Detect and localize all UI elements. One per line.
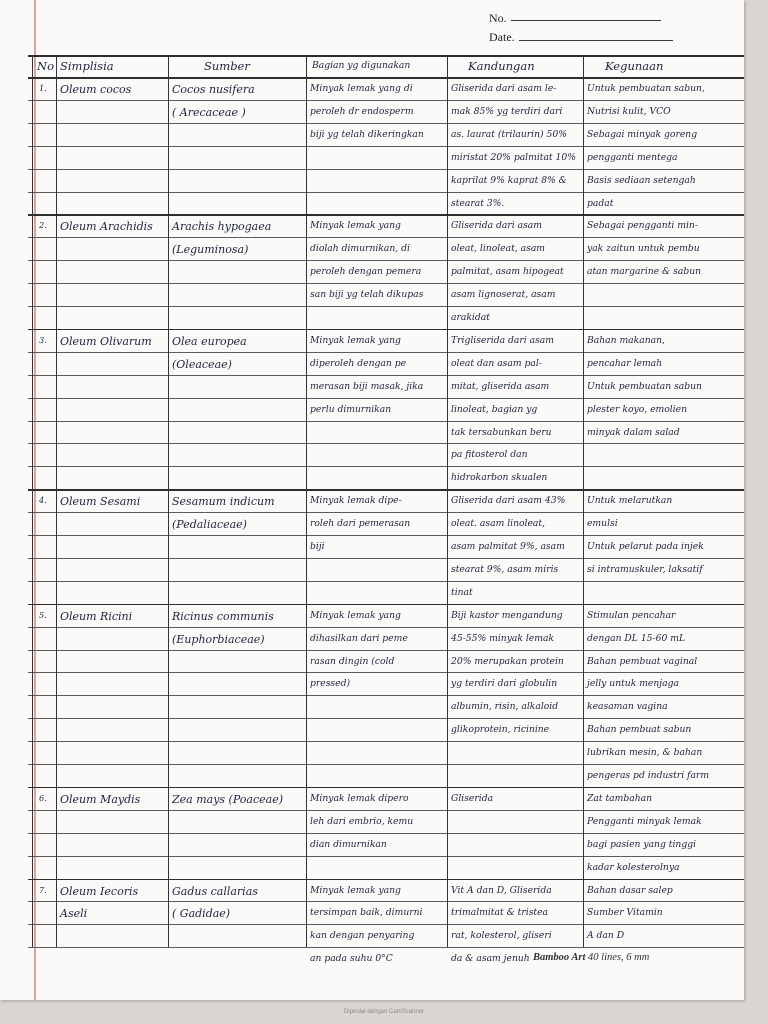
row-divider [28, 329, 744, 331]
kegunaan-text: minyak dalam salad [587, 426, 680, 438]
kandungan-text: mitat, gliserida asam [451, 380, 550, 392]
row-divider [28, 77, 744, 79]
column-divider [168, 55, 169, 947]
kegunaan-text: Pengganti minyak lemak [587, 815, 702, 827]
bagian-text: biji yg telah dikeringkan [310, 128, 424, 140]
kandungan-text: asam palmitat 9%, asam [451, 541, 565, 552]
ruled-line [28, 947, 744, 948]
kegunaan-text: Zat tambahan [587, 792, 653, 804]
kegunaan-text: Untuk pembuatan sabun [587, 380, 702, 392]
row-number: 5. [39, 609, 47, 620]
kandungan-text: oleat. asam linoleat, [451, 518, 546, 530]
column-divider [447, 55, 448, 947]
bagian-text: kan dengan penyaring [310, 930, 415, 942]
ruled-line [28, 466, 744, 467]
kandungan-text: oleat, linoleat, asam [451, 243, 546, 255]
row-number: 7. [39, 884, 47, 895]
ruled-line [28, 421, 744, 422]
column-header: Sumber [204, 59, 250, 73]
kegunaan-text: lubrikan mesin, & bahan [587, 747, 703, 759]
ruled-line [28, 306, 744, 307]
bagian-text: Minyak lemak yang [310, 220, 401, 232]
kandungan-text: linoleat, bagian yg [451, 403, 538, 415]
kegunaan-text: plester koyo, emolien [587, 403, 687, 415]
table-top-rule [28, 55, 744, 57]
ruled-line [28, 672, 744, 673]
bagian-text: Minyak lemak yang di [310, 83, 413, 94]
ruled-line [28, 352, 744, 353]
kandungan-text: albumin, risin, alkaloid [451, 701, 559, 713]
bagian-text: Minyak lemak yang [310, 609, 401, 621]
bagian-text: diperoleh dengan pe [310, 357, 407, 369]
kegunaan-text: pengganti mentega [587, 151, 678, 163]
no-label: No. [489, 11, 507, 25]
kegunaan-text: Basis sediaan setengah [587, 174, 696, 186]
scanner-watermark: Dipindai dengan CamScanner [343, 1009, 425, 1015]
kandungan-text: Gliserida dari asam [451, 220, 542, 232]
kandungan-text: 45-55% minyak lemak [451, 632, 554, 644]
kandungan-text: Gliserida dari asam 43% [451, 495, 566, 507]
paper-brand: Bamboo Art 40 lines, 6 mm [533, 952, 650, 963]
bagian-text: diolah dimurnikan, di [310, 243, 410, 255]
kandungan-text: oleat dan asam pal- [451, 357, 542, 369]
row-number: 4. [39, 495, 47, 506]
ruled-line [28, 833, 744, 834]
sumber-text: Cocos nusifera [172, 83, 255, 96]
bagian-text: rasan dingin (cold [310, 655, 395, 667]
row-divider [28, 879, 744, 881]
kandungan-text: palmitat, asam hipogeat [451, 266, 564, 278]
kandungan-text: Gliserida [451, 792, 494, 804]
row-divider [28, 787, 744, 789]
kandungan-text: tak tersabunkan beru [451, 426, 552, 438]
column-header: Kegunaan [605, 59, 664, 73]
kegunaan-text: pencahar lemah [587, 357, 663, 369]
kandungan-text: as. laurat (trilaurin) 50% [451, 128, 567, 140]
bagian-text: peroleh dr endosperm [310, 105, 414, 117]
row-divider [28, 604, 744, 606]
bagian-text: dihasilkan dari peme [310, 632, 408, 644]
kandungan-text: 20% merupakan protein [451, 655, 564, 667]
kegunaan-text: padat [587, 197, 614, 209]
kegunaan-text: Untuk pembuatan sabun, [587, 83, 705, 94]
row-number: 2. [39, 220, 47, 231]
sumber-text: Zea mays (Poaceae) [172, 792, 284, 806]
kegunaan-text: Bahan pembuat sabun [587, 724, 692, 736]
sumber-text: Ricinus communis [172, 609, 274, 623]
ruled-line [28, 375, 744, 376]
ruled-line [28, 398, 744, 399]
bagian-text: perlu dimurnikan [310, 403, 392, 415]
kandungan-text: pa fitosterol dan [451, 449, 528, 461]
kegunaan-text: Untuk melarutkan [587, 495, 673, 507]
column-header: Bagian yg digunakan [312, 60, 411, 71]
simplisia-text: Oleum Sesami [60, 495, 141, 509]
ruled-line [28, 123, 744, 124]
sumber-text: (Oleaceae) [172, 357, 232, 371]
kegunaan-text: Bahan pembuat vaginal [587, 655, 698, 667]
kandungan-text: trimalmitat & tristea [451, 907, 549, 919]
row-number: 1. [39, 83, 47, 93]
kegunaan-text: keasaman vagina [587, 701, 668, 713]
ruled-line [28, 718, 744, 719]
kegunaan-text: emulsi [587, 518, 618, 530]
ruled-line [28, 443, 744, 444]
bagian-text: roleh dari pemerasan [310, 518, 411, 530]
kegunaan-text: Sebagai pengganti min- [587, 220, 698, 232]
kandungan-text: hidrokarbon skualen [451, 472, 548, 484]
ruled-line [28, 146, 744, 147]
date-label: Date. [489, 30, 515, 44]
kegunaan-text: yak zaitun untuk pembu [587, 243, 700, 255]
row-number: 3. [39, 334, 47, 345]
row-divider [28, 214, 744, 216]
kandungan-text: da & asam jenuh [451, 953, 530, 965]
simplisia-text: Oleum Arachidis [60, 220, 153, 234]
ruled-line [28, 535, 744, 536]
kegunaan-text: kadar kolesterolnya [587, 861, 680, 873]
column-divider [56, 55, 57, 947]
ruled-line [28, 260, 744, 261]
kegunaan-text: si intramuskuler, laksatif [587, 563, 703, 575]
ruled-line [28, 283, 744, 284]
sumber-text: (Euphorbiaceae) [172, 632, 265, 646]
row-number: 6. [39, 792, 47, 803]
kegunaan-text: Bahan makanan, [587, 334, 665, 346]
kandungan-text: glikoprotein, ricinine [451, 724, 550, 736]
bagian-text: Minyak lemak dipe- [310, 495, 402, 507]
ruled-line [28, 192, 744, 193]
simplisia-text: Oleum cocos [60, 83, 132, 96]
kegunaan-text: Stimulan pencahar [587, 609, 676, 621]
kandungan-text: asam lignoserat, asam [451, 289, 556, 301]
ruled-line [28, 650, 744, 651]
ruled-line [28, 901, 744, 902]
ruled-line [28, 856, 744, 857]
ruled-line [28, 924, 744, 925]
bagian-text: dian dimurnikan [310, 838, 387, 850]
kandungan-text: rat, kolesterol, gliseri [451, 930, 552, 942]
bagian-text: tersimpan baik, dimurni [310, 907, 423, 919]
bagian-text: peroleh dengan pemera [310, 266, 422, 278]
sumber-text: (Leguminosa) [172, 243, 249, 257]
column-header: No [37, 59, 54, 73]
sumber-text: Sesamum indicum [172, 495, 275, 509]
row-divider [28, 489, 744, 491]
bagian-text: pressed) [310, 678, 351, 690]
date-line [519, 40, 673, 41]
column-header: Simplisia [60, 59, 114, 73]
sumber-text: Arachis hypogaea [172, 220, 272, 234]
column-divider [583, 55, 584, 947]
kandungan-text: Biji kastor mengandung [451, 609, 563, 621]
kandungan-text: Vit A dan D, Gliserida [451, 884, 552, 896]
simplisia-text: Oleum Maydis [60, 792, 141, 806]
sumber-text: (Pedaliaceae) [172, 518, 247, 532]
kandungan-text: yg terdiri dari globulin [451, 678, 558, 690]
kegunaan-text: dengan DL 15-60 mL [587, 632, 686, 644]
no-line [511, 20, 661, 21]
kandungan-text: kaprilat 9% kaprat 8% & [451, 174, 567, 186]
sumber-text: Gadus callarias [172, 884, 258, 898]
kegunaan-text: Sebagai minyak goreng [587, 128, 698, 140]
bagian-text: Minyak lemak dipero [310, 792, 409, 804]
ruled-line [28, 237, 744, 238]
kandungan-text: stearat 3%. [451, 197, 505, 209]
kandungan-text: Gliserida dari asam le- [451, 83, 557, 94]
ruled-line [28, 100, 744, 101]
kegunaan-text: bagi pasien yang tinggi [587, 838, 697, 850]
kegunaan-text: Untuk pelarut pada injek [587, 541, 704, 552]
kandungan-text: tinat [451, 586, 473, 598]
ruled-line [28, 512, 744, 513]
kandungan-text: Trigliserida dari asam [451, 334, 554, 346]
ruled-line [28, 810, 744, 811]
column-divider [306, 55, 307, 947]
bagian-text: Minyak lemak yang [310, 884, 401, 896]
ruled-line [28, 169, 744, 170]
simplisia-text: Oleum Iecoris [60, 884, 139, 898]
table-left-border [32, 55, 33, 947]
column-header: Kandungan [468, 59, 535, 73]
kandungan-text: miristat 20% palmitat 10% [451, 151, 576, 163]
kandungan-text: arakidat [451, 312, 490, 323]
ruled-line [28, 558, 744, 559]
simplisia-text: Aseli [60, 907, 88, 921]
kegunaan-text: pengeras pd industri farm [587, 770, 710, 781]
kegunaan-text: jelly untuk menjaga [587, 678, 679, 690]
kegunaan-text: atan margarine & sabun [587, 266, 702, 278]
kandungan-text: mak 85% yg terdiri dari [451, 105, 563, 117]
ruled-line [28, 695, 744, 696]
bagian-text: merasan biji masak, jika [310, 380, 424, 392]
kandungan-text: stearat 9%, asam miris [451, 563, 559, 575]
ruled-line [28, 581, 744, 582]
bagian-text: an pada suhu 0°C [310, 953, 393, 965]
kegunaan-text: Sumber Vitamin [587, 907, 663, 919]
margin-line [34, 0, 36, 1000]
ruled-line [28, 764, 744, 765]
simplisia-text: Oleum Olivarum [60, 334, 152, 348]
sumber-text: ( Gadidae) [172, 907, 231, 921]
bagian-text: leh dari embrio, kemu [310, 815, 414, 827]
bagian-text: Minyak lemak yang [310, 334, 401, 346]
bagian-text: san biji yg telah dikupas [310, 289, 424, 301]
bagian-text: biji [310, 541, 325, 552]
kegunaan-text: A dan D [587, 930, 625, 942]
simplisia-text: Oleum Ricini [60, 609, 133, 623]
sumber-text: Olea europea [172, 334, 247, 348]
ruled-line [28, 741, 744, 742]
sumber-text: ( Arecaceae ) [172, 105, 246, 119]
kegunaan-text: Nutrisi kulit, VCO [587, 105, 671, 117]
kegunaan-text: Bahan dasar salep [587, 884, 673, 896]
ruled-line [28, 627, 744, 628]
